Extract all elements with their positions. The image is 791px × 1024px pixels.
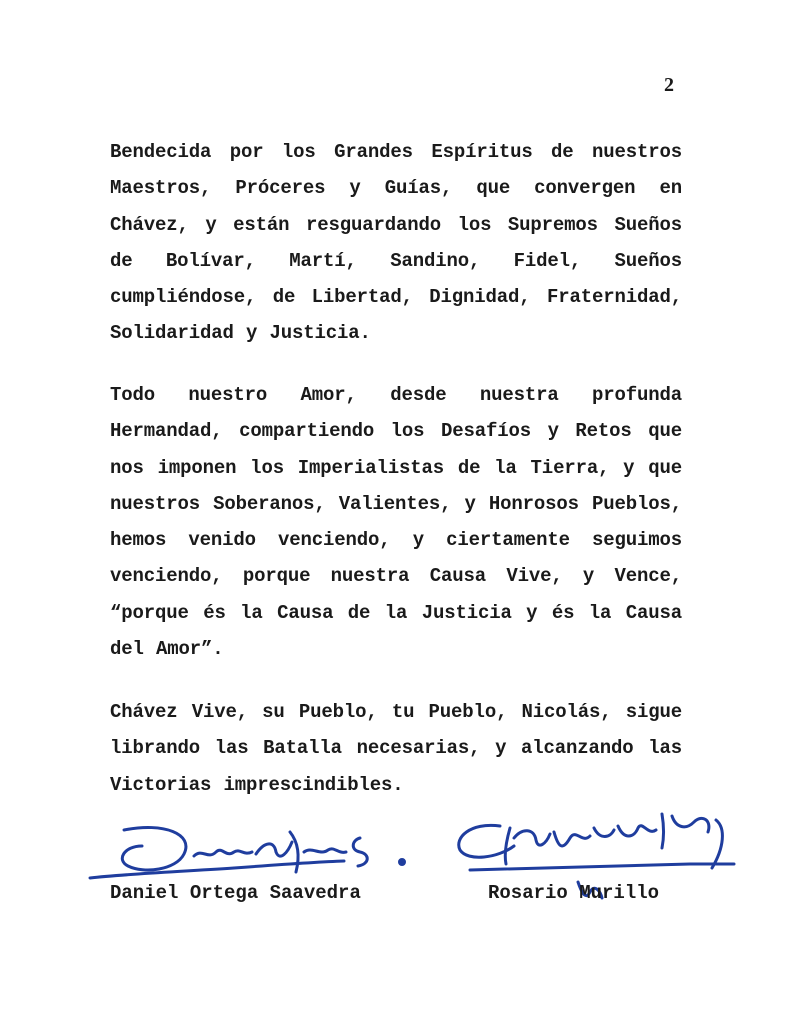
body-paragraph-3: Chávez Vive, su Pueblo, tu Pueblo, Nicolás, sigue librando las Batalla necesarias, y alcanzando las Victorias imprescindibles. [110, 701, 682, 796]
signature-daniel-ortega [84, 812, 424, 892]
signer-name-left: Daniel Ortega Saavedra [110, 882, 361, 904]
body-paragraph-1: Bendecida por los Grandes Espíritus de nuestros Maestros, Próceres y Guías, que convergen en Chávez, y están resguardando los Supremos Sueños de Bolívar, Martí, Sandino, Fidel, Sueños cumpliéndose, de Libertad, Dignidad, Fraternidad, Solidaridad y Justicia. [110, 141, 682, 345]
body-paragraph-2: Todo nuestro Amor, desde nuestra profunda Hermandad, compartiendo los Desafíos y Retos que nos imponen los Imperialistas de la Tierra, y que nuestros Soberanos, Valientes, y Honrosos Pueblos, hemos venido venciendo, y ciertamente seguimos venciendo, porque nuestra Causa Vive, y Vence, “porque és la Causa de la Justicia y és la Causa del Amor”. [110, 384, 682, 661]
signer-name-right: Rosario Murillo [488, 882, 660, 904]
page-number: 2 [664, 74, 674, 96]
